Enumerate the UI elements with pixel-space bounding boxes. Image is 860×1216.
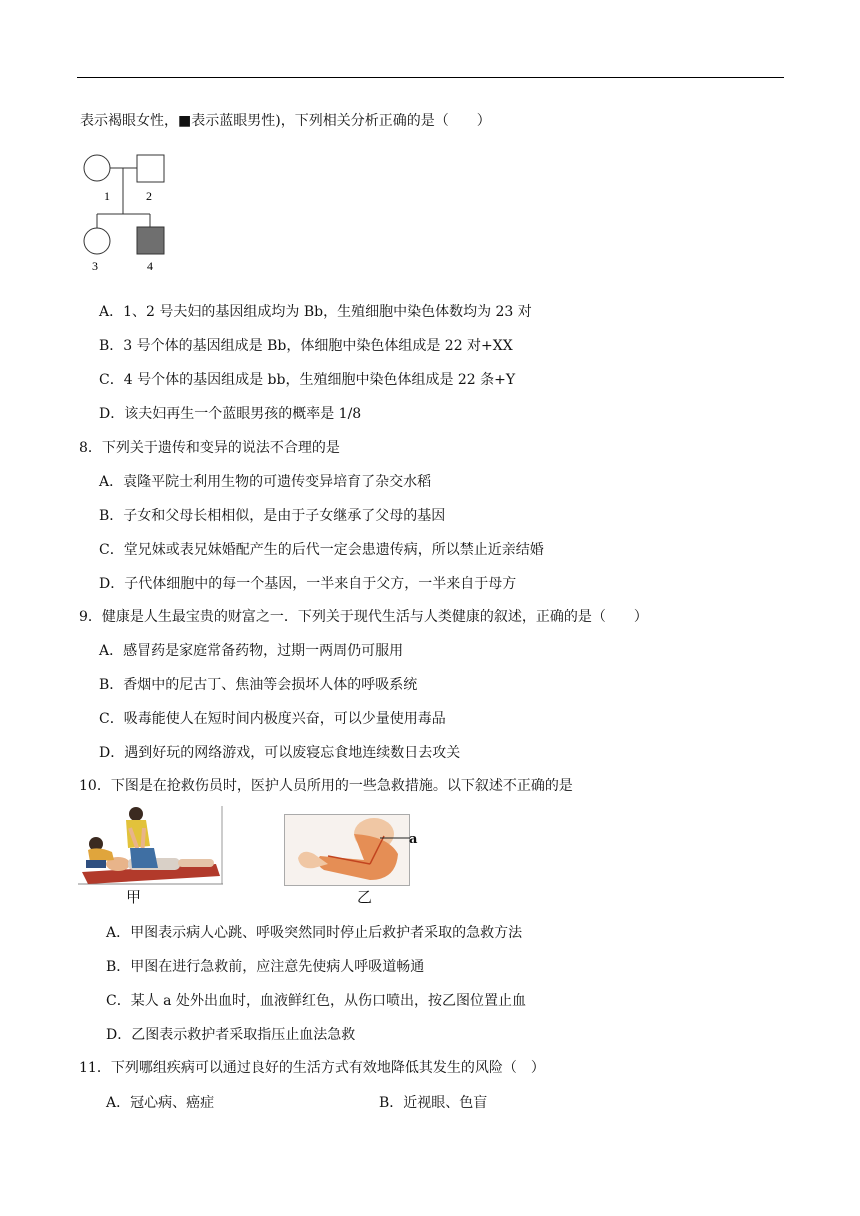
q9-option-b: B．香烟中的尼古丁、焦油等会损坏人体的呼吸系统	[99, 677, 418, 693]
q10-option-c: C．某人 a 处外出血时，血液鲜红色，从伤口喷出，按乙图位置止血	[106, 993, 526, 1009]
figure-jia-label: 甲	[126, 888, 142, 906]
arm-pressure-illustration	[284, 814, 410, 886]
q9-option-c: C．吸毒能使人在短时间内极度兴奋，可以少量使用毒品	[99, 711, 446, 727]
figure-point-a-label: a	[409, 832, 418, 847]
q7-option-c: C．4 号个体的基因组成是 bb，生殖细胞中染色体组成是 22 条+Y	[99, 372, 516, 388]
q9-stem: 9．健康是人生最宝贵的财富之一．下列关于现代生活与人类健康的叙述，正确的是（ ）	[79, 609, 648, 625]
q11-stem: 11．下列哪组疾病可以通过良好的生活方式有效地降低其发生的风险（ ）	[79, 1060, 545, 1076]
q11-option-a: A．冠心病、癌症	[106, 1095, 215, 1111]
pedigree-label-2: 2	[146, 189, 152, 203]
q9-option-d: D．遇到好玩的网络游戏，可以废寝忘食地连续数日去攻关	[99, 745, 461, 761]
pedigree-diagram	[82, 148, 192, 278]
pedigree-label-1: 1	[104, 189, 110, 203]
q8-option-d: D．子代体细胞中的每一个基因，一半来自于父方，一半来自于母方	[99, 576, 517, 592]
q10-stem: 10．下图是在抢救伤员时，医护人员所用的一些急救措施。以下叙述不正确的是	[79, 778, 573, 794]
q8-option-c: C．堂兄妹或表兄妹婚配产生的后代一定会患遗传病，所以禁止近亲结婚	[99, 542, 544, 558]
q8-option-b: B．子女和父母长相相似，是由于子女继承了父母的基因	[99, 508, 446, 524]
q7-option-a: A．1、2 号夫妇的基因组成均为 Bb，生殖细胞中染色体数均为 23 对	[99, 304, 532, 320]
pedigree-individual-3-female	[84, 228, 110, 254]
q7-option-d: D．该夫妇再生一个蓝眼男孩的概率是 1/8	[99, 406, 362, 422]
q9-option-a: A．感冒药是家庭常备药物，过期一两周仍可服用	[99, 643, 404, 659]
q7-option-b: B．3 号个体的基因组成是 Bb，体细胞中染色体组成是 22 对+XX	[99, 338, 513, 354]
pedigree-label-3: 3	[92, 259, 98, 273]
pedigree-individual-1-female	[84, 155, 110, 181]
q10-option-d: D．乙图表示救护者采取指压止血法急救	[106, 1027, 356, 1043]
q8-stem: 8．下列关于遗传和变异的说法不合理的是	[79, 440, 340, 456]
q10-option-a: A．甲图表示病人心跳、呼吸突然同时停止后救护者采取的急救方法	[106, 925, 523, 941]
header-rule	[77, 77, 784, 78]
q7-stem-tail: 表示褐眼女性，■表示蓝眼男性)，下列相关分析正确的是（ ）	[80, 113, 491, 129]
q8-option-a: A．袁隆平院士利用生物的可遗传变异培育了杂交水稻	[99, 474, 432, 490]
q11-option-b: B．近视眼、色盲	[379, 1095, 488, 1111]
pedigree-individual-4-affected-male	[137, 227, 164, 254]
figure-yi-label: 乙	[357, 888, 373, 906]
cpr-illustration	[78, 806, 224, 886]
pedigree-individual-2-male	[137, 155, 164, 182]
pedigree-label-4: 4	[147, 259, 153, 273]
q10-option-b: B．甲图在进行急救前，应注意先使病人呼吸道畅通	[106, 959, 425, 975]
